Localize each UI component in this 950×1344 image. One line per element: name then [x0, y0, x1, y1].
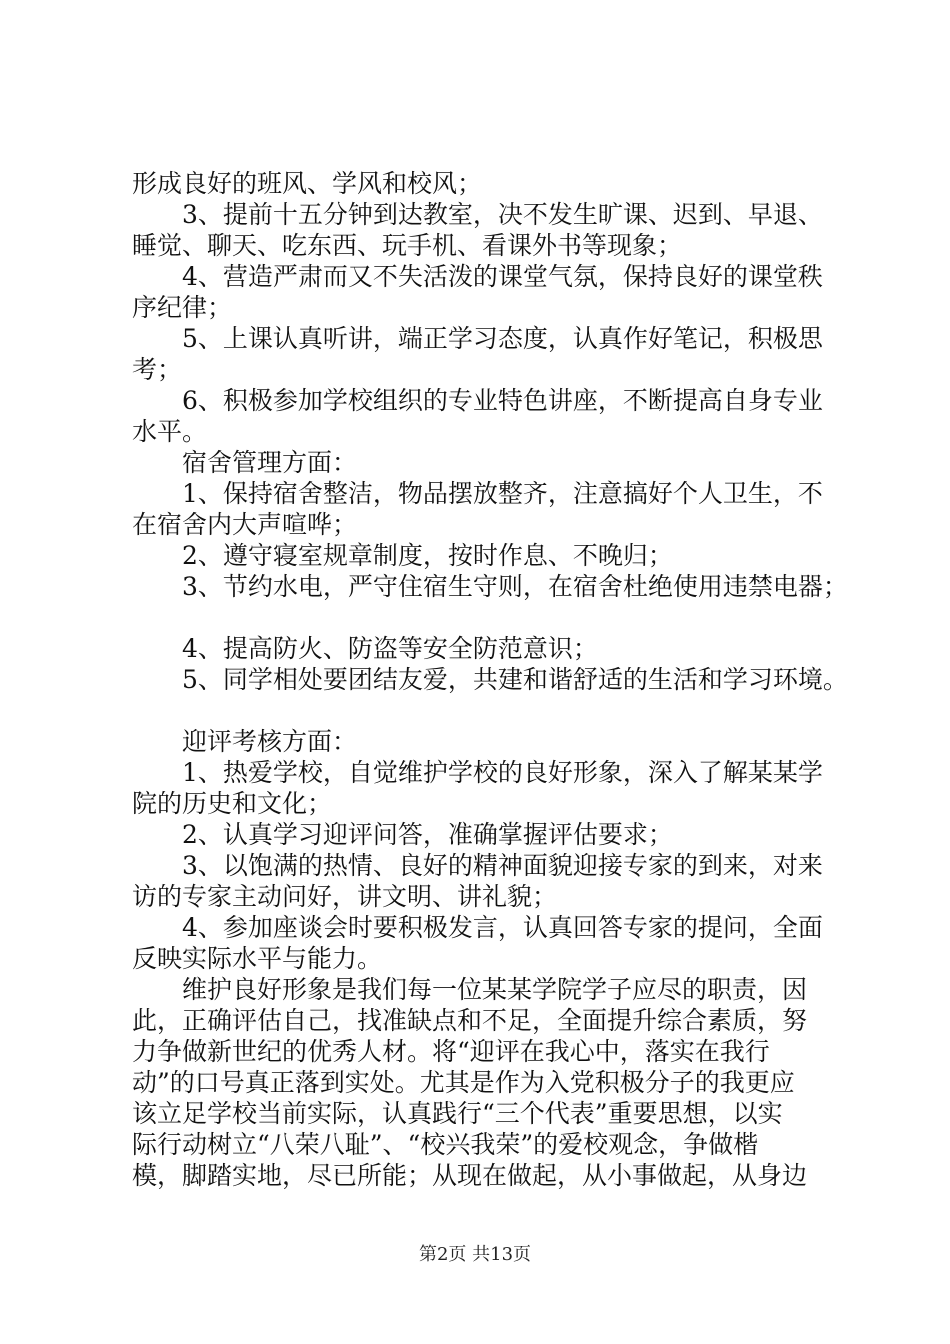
text-line: 1、保持宿舍整洁，物品摆放整齐，注意搞好个人卫生，不: [132, 479, 823, 508]
text-line: 2、遵守寝室规章制度，按时作息、不晚归；: [132, 541, 673, 570]
text-line: 4、提高防火、防盗等安全防范意识；: [132, 634, 598, 663]
text-line: 动”的口号真正落到实处。尤其是作为入党积极分子的我更应: [132, 1068, 795, 1097]
text-line: 3、以饱满的热情、良好的精神面貌迎接专家的到来，对来: [132, 851, 823, 880]
text-line: 水平。: [132, 417, 208, 446]
text-line: 迎评考核方面：: [132, 727, 358, 756]
text-line: 维护良好形象是我们每一位某某学院学子应尽的职责，因: [132, 975, 808, 1004]
text-line: 3、提前十五分钟到达教室，决不发生旷课、迟到、早退、: [132, 200, 823, 229]
text-line: 5、同学相处要团结友爱，共建和谐舒适的生活和学习环境。: [132, 665, 848, 694]
text-line: 1、热爱学校，自觉维护学校的良好形象，深入了解某某学: [132, 758, 823, 787]
text-line: 访的专家主动问好，讲文明、讲礼貌；: [132, 882, 558, 911]
blank-line: [132, 602, 832, 633]
text-line: 4、营造严肃而又不失活泼的课堂气氛，保持良好的课堂秩: [132, 262, 823, 291]
document-body: [132, 168, 848, 1191]
text-line: 2、认真学习迎评问答，准确掌握评估要求；: [132, 820, 673, 849]
page-footer: 第2页 共13页: [418, 1244, 532, 1265]
text-line: 此，正确评估自己，找准缺点和不足，全面提升综合素质，努: [132, 1006, 808, 1035]
text-line: 反映实际水平与能力。: [132, 944, 383, 973]
text-line: 宿舍管理方面：: [132, 448, 358, 477]
text-line: 4、参加座谈会时要积极发言，认真回答专家的提问，全面: [132, 913, 823, 942]
text-line: 考；: [132, 355, 183, 384]
text-line: 序纪律；: [132, 293, 233, 322]
text-line: 院的历史和文化；: [132, 789, 333, 818]
text-line: 模，脚踏实地，尽已所能；从现在做起，从小事做起，从身边: [132, 1161, 808, 1190]
blank-line: [132, 695, 832, 726]
text-line: 形成良好的班风、学风和校风；: [132, 169, 483, 198]
text-line: 该立足学校当前实际，认真践行“三个代表”重要思想，以实: [132, 1099, 783, 1128]
text-line: 际行动树立“八荣八耻”、“校兴我荣”的爱校观念，争做楷: [132, 1130, 759, 1159]
text-line: 5、上课认真听讲，端正学习态度，认真作好笔记，积极思: [132, 324, 823, 353]
text-line: 3、节约水电，严守住宿生守则，在宿舍杜绝使用违禁电器；: [132, 572, 848, 601]
text-line: 力争做新世纪的优秀人材。将“迎评在我心中，落实在我行: [132, 1037, 770, 1066]
text-line: 6、积极参加学校组织的专业特色讲座，不断提高自身专业: [132, 386, 823, 415]
text-line: 睡觉、聊天、吃东西、玩手机、看课外书等现象；: [132, 231, 683, 260]
text-line: 在宿舍内大声喧哗；: [132, 510, 358, 539]
